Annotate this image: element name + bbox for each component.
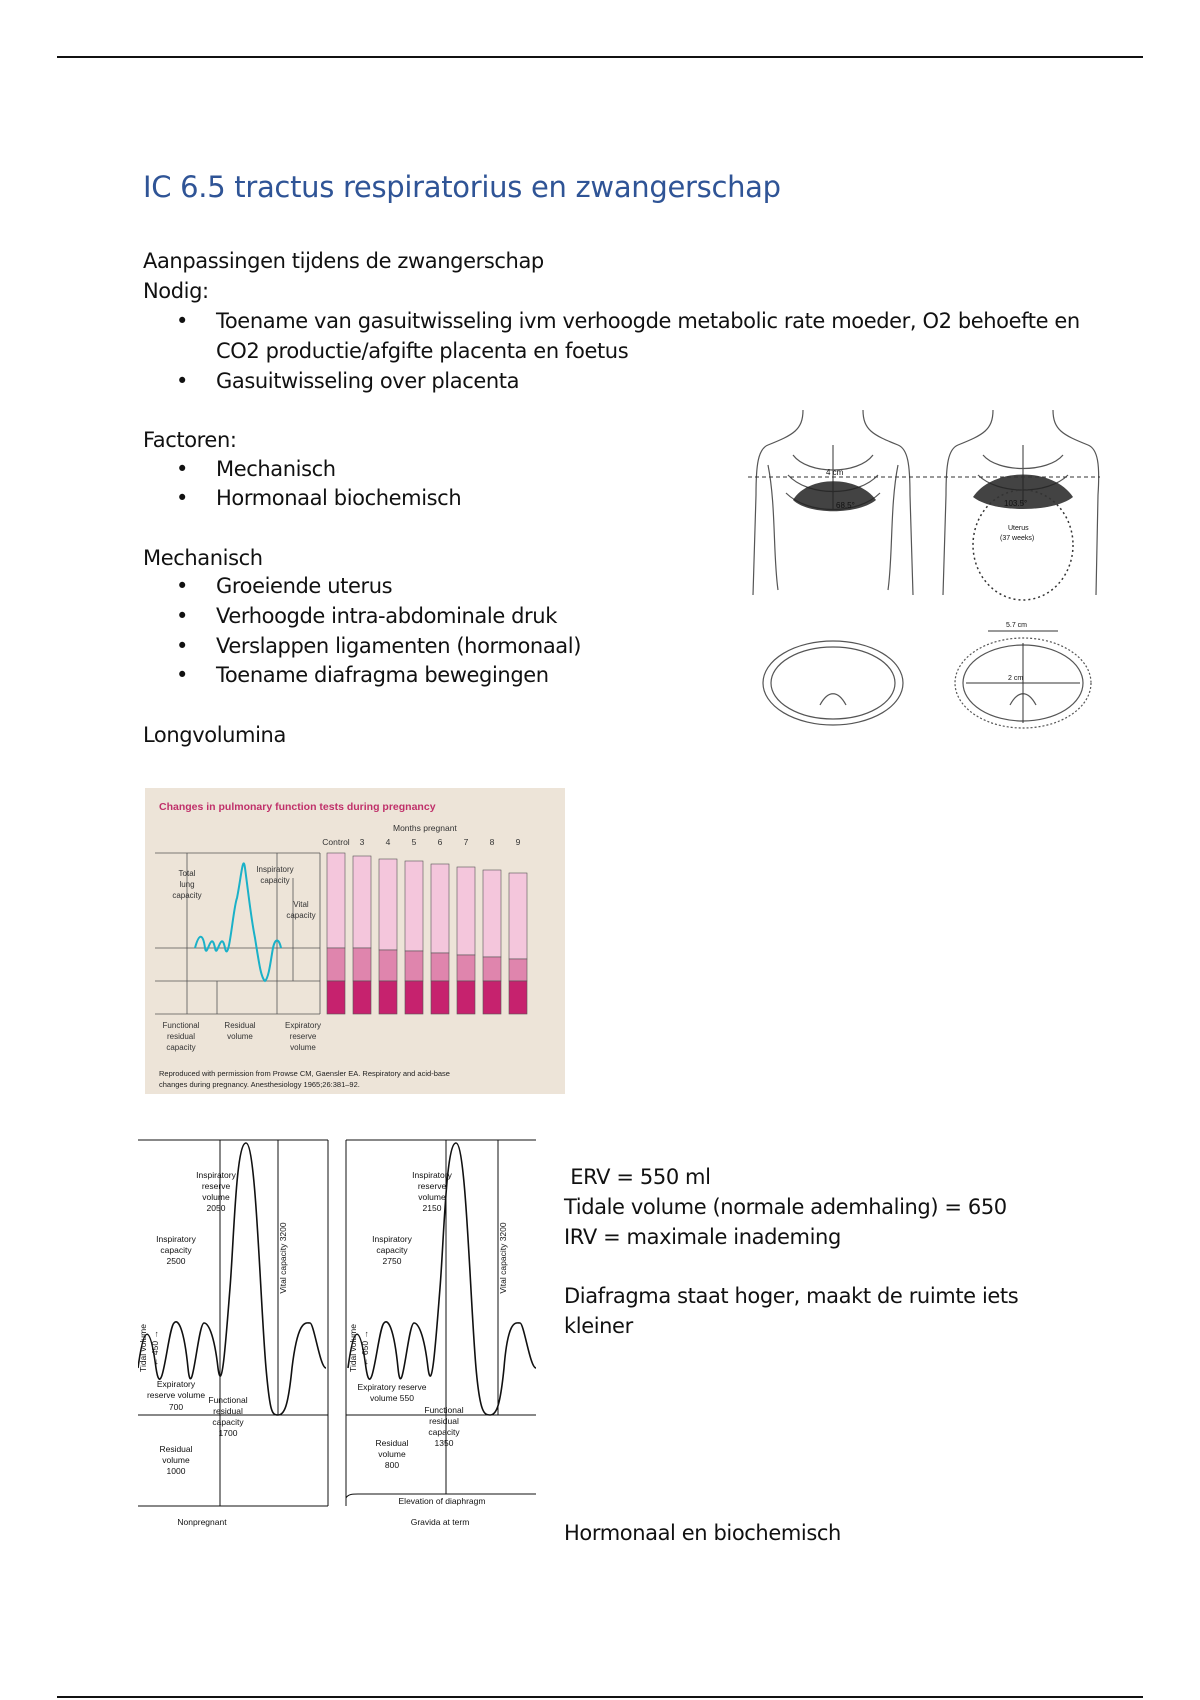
pft-col-label: 4 — [385, 837, 391, 847]
top-rule — [57, 56, 1143, 58]
pft-bar-rv — [509, 981, 527, 1014]
spirogram-figure — [138, 1138, 540, 1530]
pft-label-vc-2: capacity — [286, 911, 316, 920]
pft-months-label: Months pregnant — [393, 823, 457, 833]
np-erv-3: 700 — [168, 1402, 184, 1412]
p-irv-2: reserve — [417, 1181, 447, 1191]
np-rv-3: 1000 — [166, 1466, 186, 1476]
label-4cm: 4 cm — [826, 468, 844, 477]
p-ic-2: capacity — [376, 1245, 408, 1255]
pft-bar-ic — [483, 870, 501, 957]
page-title: IC 6.5 tractus respiratorius en zwangerschap — [143, 170, 781, 204]
pft-label-tlc-1: Total — [178, 869, 196, 878]
pft-col-label: Control — [322, 837, 350, 847]
p-irv-4: 2150 — [422, 1203, 442, 1213]
spiro-wave-nonpregnant — [138, 1143, 326, 1415]
pft-bar-erv — [327, 948, 345, 981]
pft-figure — [145, 788, 565, 1094]
factors-label: Factoren: — [143, 428, 237, 452]
bullet-icon: • — [176, 369, 188, 393]
bullet-icon: • — [176, 457, 188, 481]
np-caption: Nonpregnant — [177, 1517, 227, 1527]
bottom-rule — [57, 1696, 1143, 1698]
p-frc-2: residual — [429, 1416, 459, 1426]
p-rv-2: volume — [378, 1449, 406, 1459]
pft-label-frc-3: capacity — [166, 1043, 196, 1052]
pft-bar-ic — [431, 864, 449, 953]
pft-title: Changes in pulmonary function tests during pregnancy — [159, 801, 436, 813]
np-tidal: Tidal volume — [138, 1324, 148, 1372]
pft-bar-erv — [379, 950, 397, 981]
np-irv-2: reserve — [201, 1181, 231, 1191]
pft-bar-rv — [353, 981, 371, 1014]
pft-label-erv-3: volume — [290, 1043, 316, 1052]
p-irv-3: volume — [418, 1192, 446, 1202]
p-tidal: Tidal volume — [348, 1324, 358, 1372]
p-vital: Vital capacity 3200 — [498, 1222, 508, 1294]
p-rv-3: 800 — [384, 1460, 400, 1470]
mechanical-item-1: • Groeiende uterus — [216, 571, 392, 601]
p-tidal-val: ← 650 → — [360, 1330, 370, 1366]
np-irv-3: volume — [202, 1192, 230, 1202]
needed-label: Nodig: — [143, 279, 209, 303]
label-2cm: 2 cm — [1008, 675, 1024, 682]
intro-heading: Aanpassingen tijdens de zwangerschap — [143, 249, 544, 273]
pft-bar-rv — [431, 981, 449, 1014]
pft-bar-erv — [509, 959, 527, 981]
factor-item-1: • Mechanisch — [216, 454, 336, 484]
np-ic-3: 2500 — [166, 1256, 186, 1266]
note-hormonal: Hormonaal en biochemisch — [564, 1521, 841, 1545]
p-ic-3: 2750 — [382, 1256, 402, 1266]
label-uterus: Uterus — [1008, 525, 1029, 532]
bullet-icon: • — [176, 634, 188, 658]
p-erv-1: Expiratory reserve — [357, 1382, 427, 1392]
np-frc-4: 1700 — [218, 1428, 238, 1438]
pft-bar-rv — [379, 981, 397, 1014]
np-erv-2: reserve volume — [146, 1390, 206, 1400]
note-irv: IRV = maximale inademing — [564, 1225, 841, 1249]
pft-bar-rv — [457, 981, 475, 1014]
pft-bar-ic — [405, 861, 423, 951]
p-frc-4: 1350 — [434, 1438, 454, 1448]
pft-label-rv-1: Residual — [224, 1021, 256, 1030]
pft-bar-erv — [405, 951, 423, 981]
pft-col-label: 7 — [463, 837, 469, 847]
bullet-icon: • — [176, 663, 188, 687]
pft-col-label: 5 — [411, 837, 417, 847]
needed-item-1-cont: CO2 productie/afgifte placenta en foetus — [216, 339, 629, 363]
np-erv-1: Expiratory — [156, 1379, 196, 1389]
pft-label-vc-1: Vital — [293, 900, 309, 909]
np-vital: Vital capacity 3200 — [278, 1222, 288, 1294]
p-ic-1: Inspiratory — [372, 1234, 412, 1244]
label-5-7cm: 5.7 cm — [1006, 622, 1028, 629]
note-diaphragm-2: kleiner — [564, 1314, 633, 1338]
pft-bar-erv — [483, 957, 501, 981]
np-tidal-val: ← 450 → — [150, 1330, 160, 1366]
np-frc-3: capacity — [212, 1417, 244, 1427]
pft-label-ic-1: Inspiratory — [256, 865, 294, 874]
pft-col-label: 8 — [489, 837, 495, 847]
factor-item-2: • Hormonaal biochemisch — [216, 483, 461, 513]
pft-label-tlc-3: capacity — [172, 891, 202, 900]
label-68deg: 68.5° — [836, 501, 855, 510]
pft-label-frc-2: residual — [166, 1032, 196, 1041]
pft-bar-erv — [353, 948, 371, 981]
note-diaphragm-1: Diafragma staat hoger, maakt de ruimte iets — [564, 1284, 1019, 1308]
p-diaphragm: Elevation of diaphragm — [398, 1496, 486, 1506]
pft-bar-rv — [405, 981, 423, 1014]
lung-volumes-label: Longvolumina — [143, 723, 286, 747]
mechanical-item-4: • Toename diafragma bewegingen — [216, 660, 549, 690]
np-ic-2: capacity — [160, 1245, 192, 1255]
needed-item-2: • Gasuitwisseling over placenta — [216, 366, 519, 396]
p-irv-1: Inspiratory — [412, 1170, 452, 1180]
bullet-icon: • — [176, 604, 188, 628]
pft-bar-rv — [483, 981, 501, 1014]
pft-bar-ic — [353, 856, 371, 948]
pft-col-label: 3 — [359, 837, 365, 847]
pft-bar-ic — [379, 859, 397, 950]
p-frc-1: Functional — [424, 1405, 464, 1415]
np-rv-1: Residual — [159, 1444, 193, 1454]
pft-col-label: 6 — [437, 837, 443, 847]
np-ic-1: Inspiratory — [156, 1234, 196, 1244]
np-rv-2: volume — [162, 1455, 190, 1465]
np-irv-1: Inspiratory — [196, 1170, 236, 1180]
mechanical-label: Mechanisch — [143, 546, 263, 570]
np-irv-4: 2050 — [206, 1203, 226, 1213]
torso-diaphragm-figure — [748, 405, 1100, 745]
bullet-icon: • — [176, 309, 188, 333]
pft-label-tlc-2: lung — [179, 880, 195, 889]
pft-bar-ic — [327, 853, 345, 948]
pft-citation-2: changes during pregnancy. Anesthesiology 1965;26:381–92. — [159, 1080, 360, 1089]
pft-label-erv-1: Expiratory — [284, 1021, 322, 1030]
np-frc-1: Functional — [208, 1395, 248, 1405]
p-rv-1: Residual — [375, 1438, 409, 1448]
p-frc-3: capacity — [428, 1427, 460, 1437]
pft-bar-rv — [327, 981, 345, 1014]
pft-label-ic-2: capacity — [260, 876, 290, 885]
np-frc-2: residual — [213, 1406, 243, 1416]
needed-item-1: • Toename van gasuitwisseling ivm verhoogde metabolic rate moeder, O2 behoefte en — [216, 306, 1080, 336]
pft-bar-erv — [431, 953, 449, 981]
note-tidal: Tidale volume (normale ademhaling) = 650 — [564, 1195, 1007, 1219]
label-103deg: 103.5° — [1004, 499, 1028, 508]
bullet-icon: • — [176, 574, 188, 598]
bullet-icon: • — [176, 486, 188, 510]
pft-bar-erv — [457, 955, 475, 981]
mechanical-item-3: • Verslappen ligamenten (hormonaal) — [216, 631, 581, 661]
note-erv: ERV = 550 ml — [564, 1165, 711, 1189]
pft-col-label: 9 — [515, 837, 521, 847]
p-caption: Gravida at term — [410, 1517, 470, 1527]
mechanical-item-2: • Verhoogde intra-abdominale druk — [216, 601, 557, 631]
pft-bar-ic — [457, 867, 475, 955]
pft-label-erv-2: reserve — [289, 1032, 317, 1041]
label-37weeks: (37 weeks) — [1000, 535, 1035, 542]
p-erv-2: volume 550 — [370, 1393, 414, 1403]
pft-label-frc-1: Functional — [162, 1021, 200, 1030]
pft-citation-1: Reproduced with permission from Prowse CM, Gaensler EA. Respiratory and acid-base — [159, 1069, 450, 1078]
pft-label-rv-2: volume — [227, 1032, 253, 1041]
pft-bar-ic — [509, 873, 527, 959]
